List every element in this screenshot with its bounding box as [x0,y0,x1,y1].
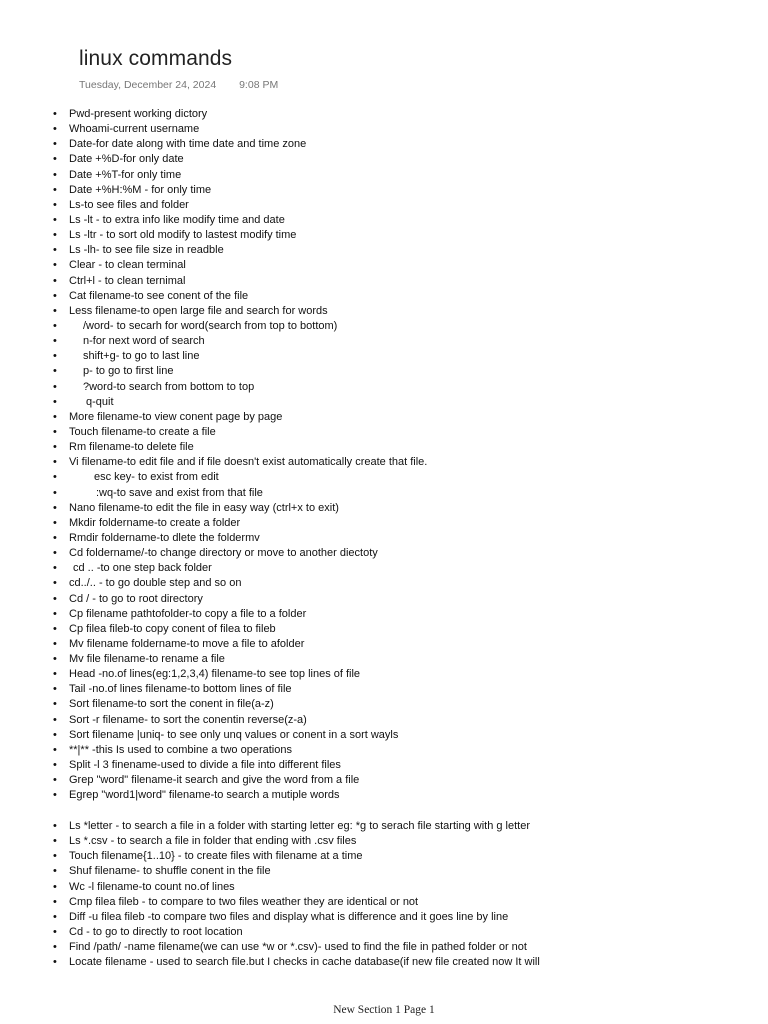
list-item: • Ls-to see files and folder [0,198,740,213]
list-item: • Ls -lt - to extra info like modify time and date [0,213,740,228]
list-item: • Sort -r filename- to sort the conentin reverse(z-a) [0,713,740,728]
list-item: • /word- to secarh for word(search from top to bottom) [0,319,740,334]
list-item: • Ls *letter - to search a file in a folder with starting letter eg: *g to serach file starting with g letter [0,819,740,834]
page-date: Tuesday, December 24, 2024 [79,79,217,91]
list-item: • Mkdir foldername-to create a folder [0,516,740,531]
list-item: • Wc -l filename-to count no.of lines [0,880,740,895]
list-item: • Cmp filea fileb - to compare to two files weather they are identical or not [0,895,740,910]
list-item: • Egrep "word1|word" filename-to search a mutiple words [0,788,740,803]
list-item: • Date-for date along with time date and time zone [0,137,740,152]
list-item: • Grep "word" filename-it search and give the word from a file [0,773,740,788]
page-time: 9:08 PM [239,79,279,91]
list-item: • ?word-to search from bottom to top [0,380,740,395]
list-item: • cd../.. - to go double step and so on [0,576,740,591]
list-item: • :wq-to save and exist from that file [0,486,740,501]
list-item: • Whoami-current username [0,122,740,137]
list-item: • Rmdir foldername-to dlete the foldermv [0,531,740,546]
list-item: • Rm filename-to delete file [0,440,740,455]
page-footer: New Section 1 Page 1 [333,1004,435,1016]
list-item: • q-quit [0,395,740,410]
list-item: • Tail -no.of lines filename-to bottom lines of file [0,682,740,697]
command-list-2 [0,819,740,970]
list-item: • Vi filename-to edit file and if file doesn't exist automatically create that file. [0,455,740,470]
list-item: • Touch filename-to create a file [0,425,740,440]
list-item: • Touch filename{1..10} - to create files with filename at a time [0,849,740,864]
list-item: • esc key- to exist from edit [0,470,740,485]
list-item: • Find /path/ -name filename(we can use *w or *.csv)- used to find the file in pathed folder or not [0,940,740,955]
list-item: • Head -no.of lines(eg:1,2,3,4) filename-to see top lines of file [0,667,740,682]
list-item: • shift+g- to go to last line [0,349,740,364]
list-item: • Pwd-present working dictory [0,107,740,122]
list-item: • Cd - to go to directly to root location [0,925,740,940]
list-item: • Date +%H:%M - for only time [0,183,740,198]
list-item: • Ls *.csv - to search a file in folder that ending with .csv files [0,834,740,849]
list-item: • Ctrl+l - to clean ternimal [0,274,740,289]
list-item: • Nano filename-to edit the file in easy way (ctrl+x to exit) [0,501,740,516]
page-timestamp [79,79,278,91]
list-item: • Sort filename |uniq- to see only unq values or conent in a sort wayls [0,728,740,743]
list-item: • Sort filename-to sort the conent in file(a-z) [0,697,740,712]
list-item: • **|** -this Is used to combine a two operations [0,743,740,758]
list-item: • Cd foldername/-to change directory or move to another diectoty [0,546,740,561]
list-item: • Diff -u filea fileb -to compare two files and display what is difference and it goes line by line [0,910,740,925]
list-item: • Date +%T-for only time [0,168,740,183]
page-title: linux commands [79,47,233,70]
list-item: • Ls -lh- to see file size in readble [0,243,740,258]
list-item: • n-for next word of search [0,334,740,349]
list-item: • cd .. -to one step back folder [0,561,740,576]
list-item: • Shuf filename- to shuffle conent in the file [0,864,740,879]
list-item: • Cp filename pathtofolder-to copy a file to a folder [0,607,740,622]
list-item: • Cd / - to go to root directory [0,592,740,607]
list-item: • Date +%D-for only date [0,152,740,167]
list-item: • Cat filename-to see conent of the file [0,289,740,304]
list-item: • Less filename-to open large file and search for words [0,304,740,319]
list-item: • More filename-to view conent page by page [0,410,740,425]
list-item: • p- to go to first line [0,364,740,379]
list-item: • Locate filename - used to search file.but I checks in cache database(if new file created now It will [0,955,740,970]
list-item: • Split -l 3 finename-used to divide a file into different files [0,758,740,773]
list-item: • Cp filea fileb-to copy conent of filea to fileb [0,622,740,637]
command-list [0,107,740,803]
list-item: • Ls -ltr - to sort old modify to lastest modify time [0,228,740,243]
list-item: • Mv filename foldername-to move a file to afolder [0,637,740,652]
list-item: • Clear - to clean terminal [0,258,740,273]
list-item: • Mv file filename-to rename a file [0,652,740,667]
